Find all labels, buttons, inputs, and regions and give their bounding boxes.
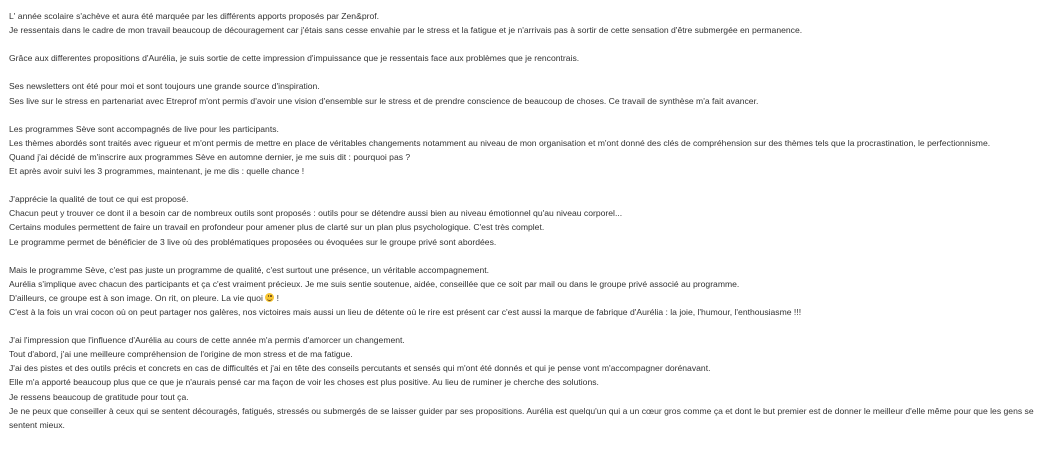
text-line: Mais le programme Sève, c'est pas juste un programme de qualité, c'est surtout une présence, un véritable accompagnement. [9, 264, 490, 275]
text-line: Chacun peut y trouver ce dont il a besoin car de nombreux outils sont proposés : outils pour se détendre aussi bien au niveau émotionnel qu'au niveau corporel... [9, 208, 623, 219]
text-line: Les programmes Sève sont accompagnés de live pour les participants. [9, 123, 279, 134]
text-line: Je ressentais dans le cadre de mon travail beaucoup de découragement car j'étais sans cesse envahie par le stress et la fatigue et je n'arrivais pas à sortir de cette sensation d'être submergée en permanence. [9, 25, 803, 36]
text-line: Le programme permet de bénéficier de 3 live où des problématiques proposées ou évoquées sur le groupe privé sont abordées. [9, 236, 497, 247]
text-line: J'apprécie la qualité de tout ce qui est proposé. [9, 194, 189, 205]
paragraph-changement [9, 333, 1055, 432]
paragraph-gratitude [9, 51, 1055, 65]
paragraph-qualite [9, 192, 1055, 248]
text-line: C'est à la fois un vrai cocon où on peut partager nos galères, nos victoires mais aussi un lieu de détente où le rire est présent car c'est aussi la marque de fabrique d'Aurélia : la joie, l'humour, l'enthousiasme !!! [9, 306, 802, 317]
paragraph-newsletters [9, 79, 1055, 107]
text-line-with-emoji [9, 291, 1055, 305]
text-line: J'ai l'impression que l'influence d'Aurélia au cours de cette année m'a permis d'amorcer un changement. [9, 335, 405, 346]
text-line: J'ai des pistes et des outils précis et concrets en cas de difficultés et j'ai en tête des conseils percutants et sensés qui m'ont été donnés et qui je pense vont m'accompagner dorénavant. [9, 363, 711, 374]
paragraph-programmes [9, 122, 1055, 178]
testimonial-text [9, 9, 1055, 432]
emoji-line-text-after: ! [274, 292, 280, 303]
text-line: Les thèmes abordés sont traités avec rigueur et m'ont permis de mettre en place de véritables changements notamment au niveau de mon organisation et m'ont donné des clés de compréhension sur des thèmes tels que la procrastination, le perfectionnisme. [9, 137, 991, 148]
text-line: Je ressens beaucoup de gratitude pour tout ça. [9, 391, 189, 402]
emoji-line-text-before: D'ailleurs, ce groupe est à son image. On rit, on pleure. La vie quoi [9, 292, 266, 303]
text-line: Certains modules permettent de faire un travail en profondeur pour amener plus de clarté sur un plan plus psychologique. C'est très complet. [9, 222, 545, 233]
text-line: Ses live sur le stress en partenariat avec Etreprof m'ont permis d'avoir une vision d'ensemble sur le stress et de prendre conscience de beaucoup de choses. Ce travail de synthèse m'a fait avancer. [9, 95, 759, 106]
smiling-face-icon [265, 293, 274, 302]
paragraph-accompagnement [9, 263, 1055, 319]
text-line: L' année scolaire s'achève et aura été marquée par les différents apports proposés par Zen&prof. [9, 11, 380, 21]
text-line: Et après avoir suivi les 3 programmes, maintenant, je me dis : quelle chance ! [9, 166, 305, 177]
text-line: Grâce aux differentes propositions d'Aurélia, je suis sortie de cette impression d'impuissance que je ressentais face aux problèmes que je rencontrais. [9, 53, 580, 64]
text-line: Elle m'a apporté beaucoup plus que ce que je n'aurais pensé car ma façon de voir les choses est plus positive. Au lieu de ruminer je cherche des solutions. [9, 377, 599, 388]
text-line: Quand j'ai décidé de m'inscrire aux programmes Sève en automne dernier, je me suis dit : pourquoi pas ? [9, 151, 411, 162]
text-line: Tout d'abord, j'ai une meilleure compréhension de l'origine de mon stress et de ma fatigue. [9, 349, 353, 360]
paragraph-intro [9, 9, 1055, 37]
text-line: Je ne peux que conseiller à ceux qui se sentent découragés, fatigués, stressés ou submergés de se laisser guider par ses propositions. Aurélia est quelqu'un qui a un cœur gros comme ça et dont le but premier est de donner le meilleur d'elle même pour que les gens se sentent mieux. [9, 405, 1034, 430]
text-line: Ses newsletters ont été pour moi et sont toujours une grande source d'inspiration. [9, 81, 320, 92]
text-line: Aurélia s'implique avec chacun des participants et ça c'est vraiment précieux. Je me suis sentie soutenue, aidée, conseillée que ce soit par mail ou dans le groupe privé associé au programme. [9, 278, 740, 289]
